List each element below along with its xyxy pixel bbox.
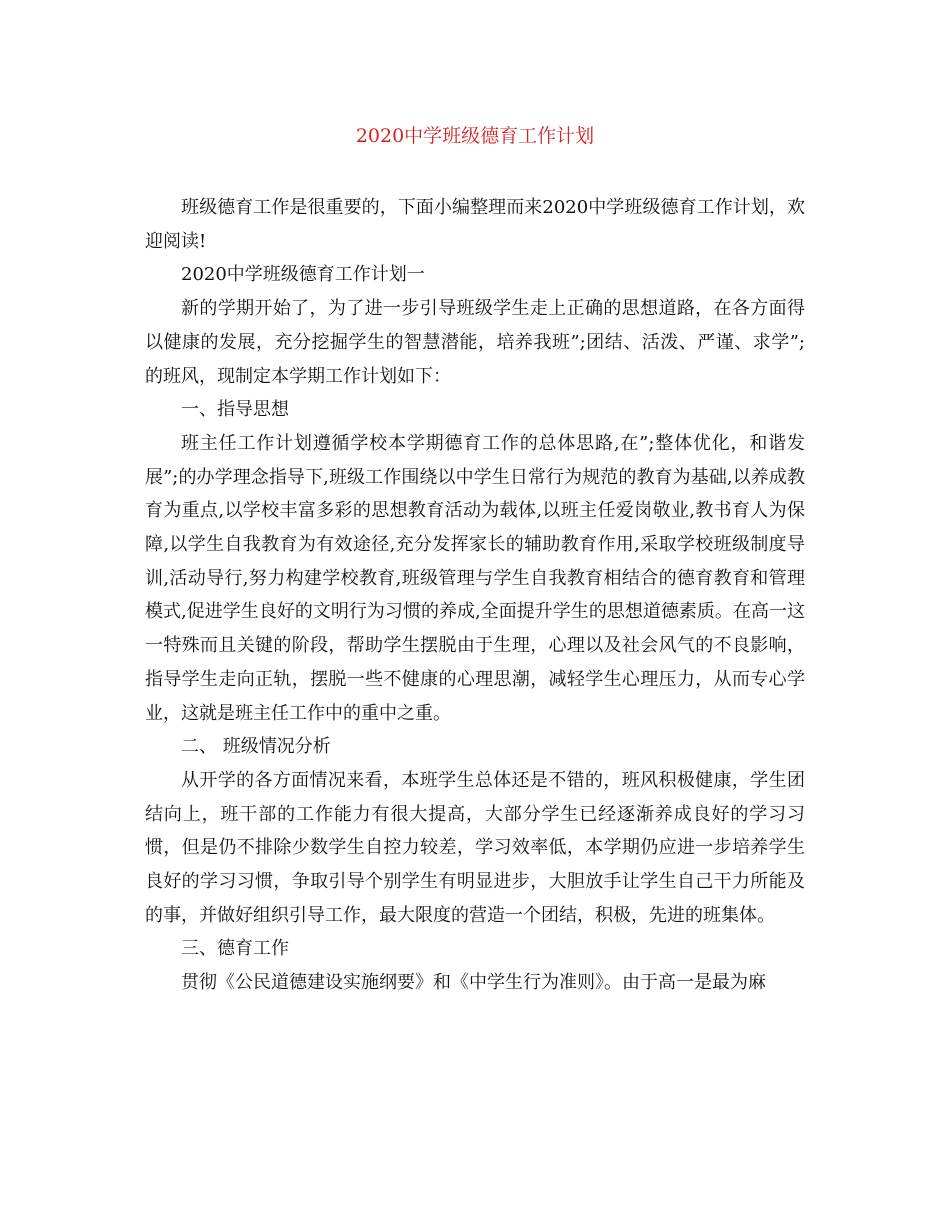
paragraph-guiding-ideology: 班主任工作计划遵循学校本学期德育工作的总体思路,在”;整体优化，和谐发展”;的办学理念指导下,班级工作围绕以中学生日常行为规范的教育为基础,以养成教育为重点,以学校丰富多彩的思想教育活动为载体,以班主任爱岗敬业,教书育人为保障,以学生自我教育为有效途径,充分发挥家长的辅助教育作用,采取学校班级制度导训,活动导行,努力构建学校教育,班级管理与学生自我教育相结合的德育教育和管理模式,促进学生良好的文明行为习惯的养成,全面提升学生的思想道德素质。在高一这一特殊而且关键的阶段，帮助学生摆脱由于生理，心理以及社会风气的不良影响，指导学生走向正轨，摆脱一些不健康的心理思潮，减轻学生心理压力，从而专心学业，这就是班主任工作中的重中之重。 bbox=[145, 432, 805, 724]
document-body bbox=[145, 191, 805, 1000]
section-heading-guiding-ideology: 一、指导思想 bbox=[181, 399, 289, 421]
paragraph-moral-education: 贯彻《公民道德建设实施纲要》和《中学生行为准则》。由于高一是最为麻 bbox=[181, 972, 766, 994]
paragraph-intro: 班级德育工作是很重要的，下面小编整理而来2020中学班级德育工作计划，欢迎阅读! bbox=[145, 197, 805, 252]
document-title: 2020中学班级德育工作计划 bbox=[355, 125, 595, 147]
paragraph-class-analysis: 从开学的各方面情况来看，本班学生总体还是不错的，班风积极健康，学生团结向上，班干部的工作能力有很大提高，大部分学生已经逐渐养成良好的学习习惯，但是仍不排除少数学生自控力较差，学习效率低，本学期仍应进一步培养学生良好的学习习惯，争取引导个别学生有明显进步，大胆放手让学生自己干力所能及的事，并做好组织引导工作，最大限度的营造一个团结，积极，先进的班集体。 bbox=[145, 769, 805, 926]
paragraph-plan-heading: 2020中学班级德育工作计划一 bbox=[181, 264, 425, 286]
paragraph-plan-intro: 新的学期开始了，为了进一步引导班级学生走上正确的思想道路，在各方面得以健康的发展，充分挖掘学生的智慧潜能，培养我班”;团结、活泼、严谨、求学”;的班风，现制定本学期工作计划如下： bbox=[145, 298, 805, 387]
section-heading-class-analysis: 二、 班级情况分析 bbox=[181, 736, 331, 758]
section-heading-moral-education: 三、德育工作 bbox=[181, 938, 289, 960]
